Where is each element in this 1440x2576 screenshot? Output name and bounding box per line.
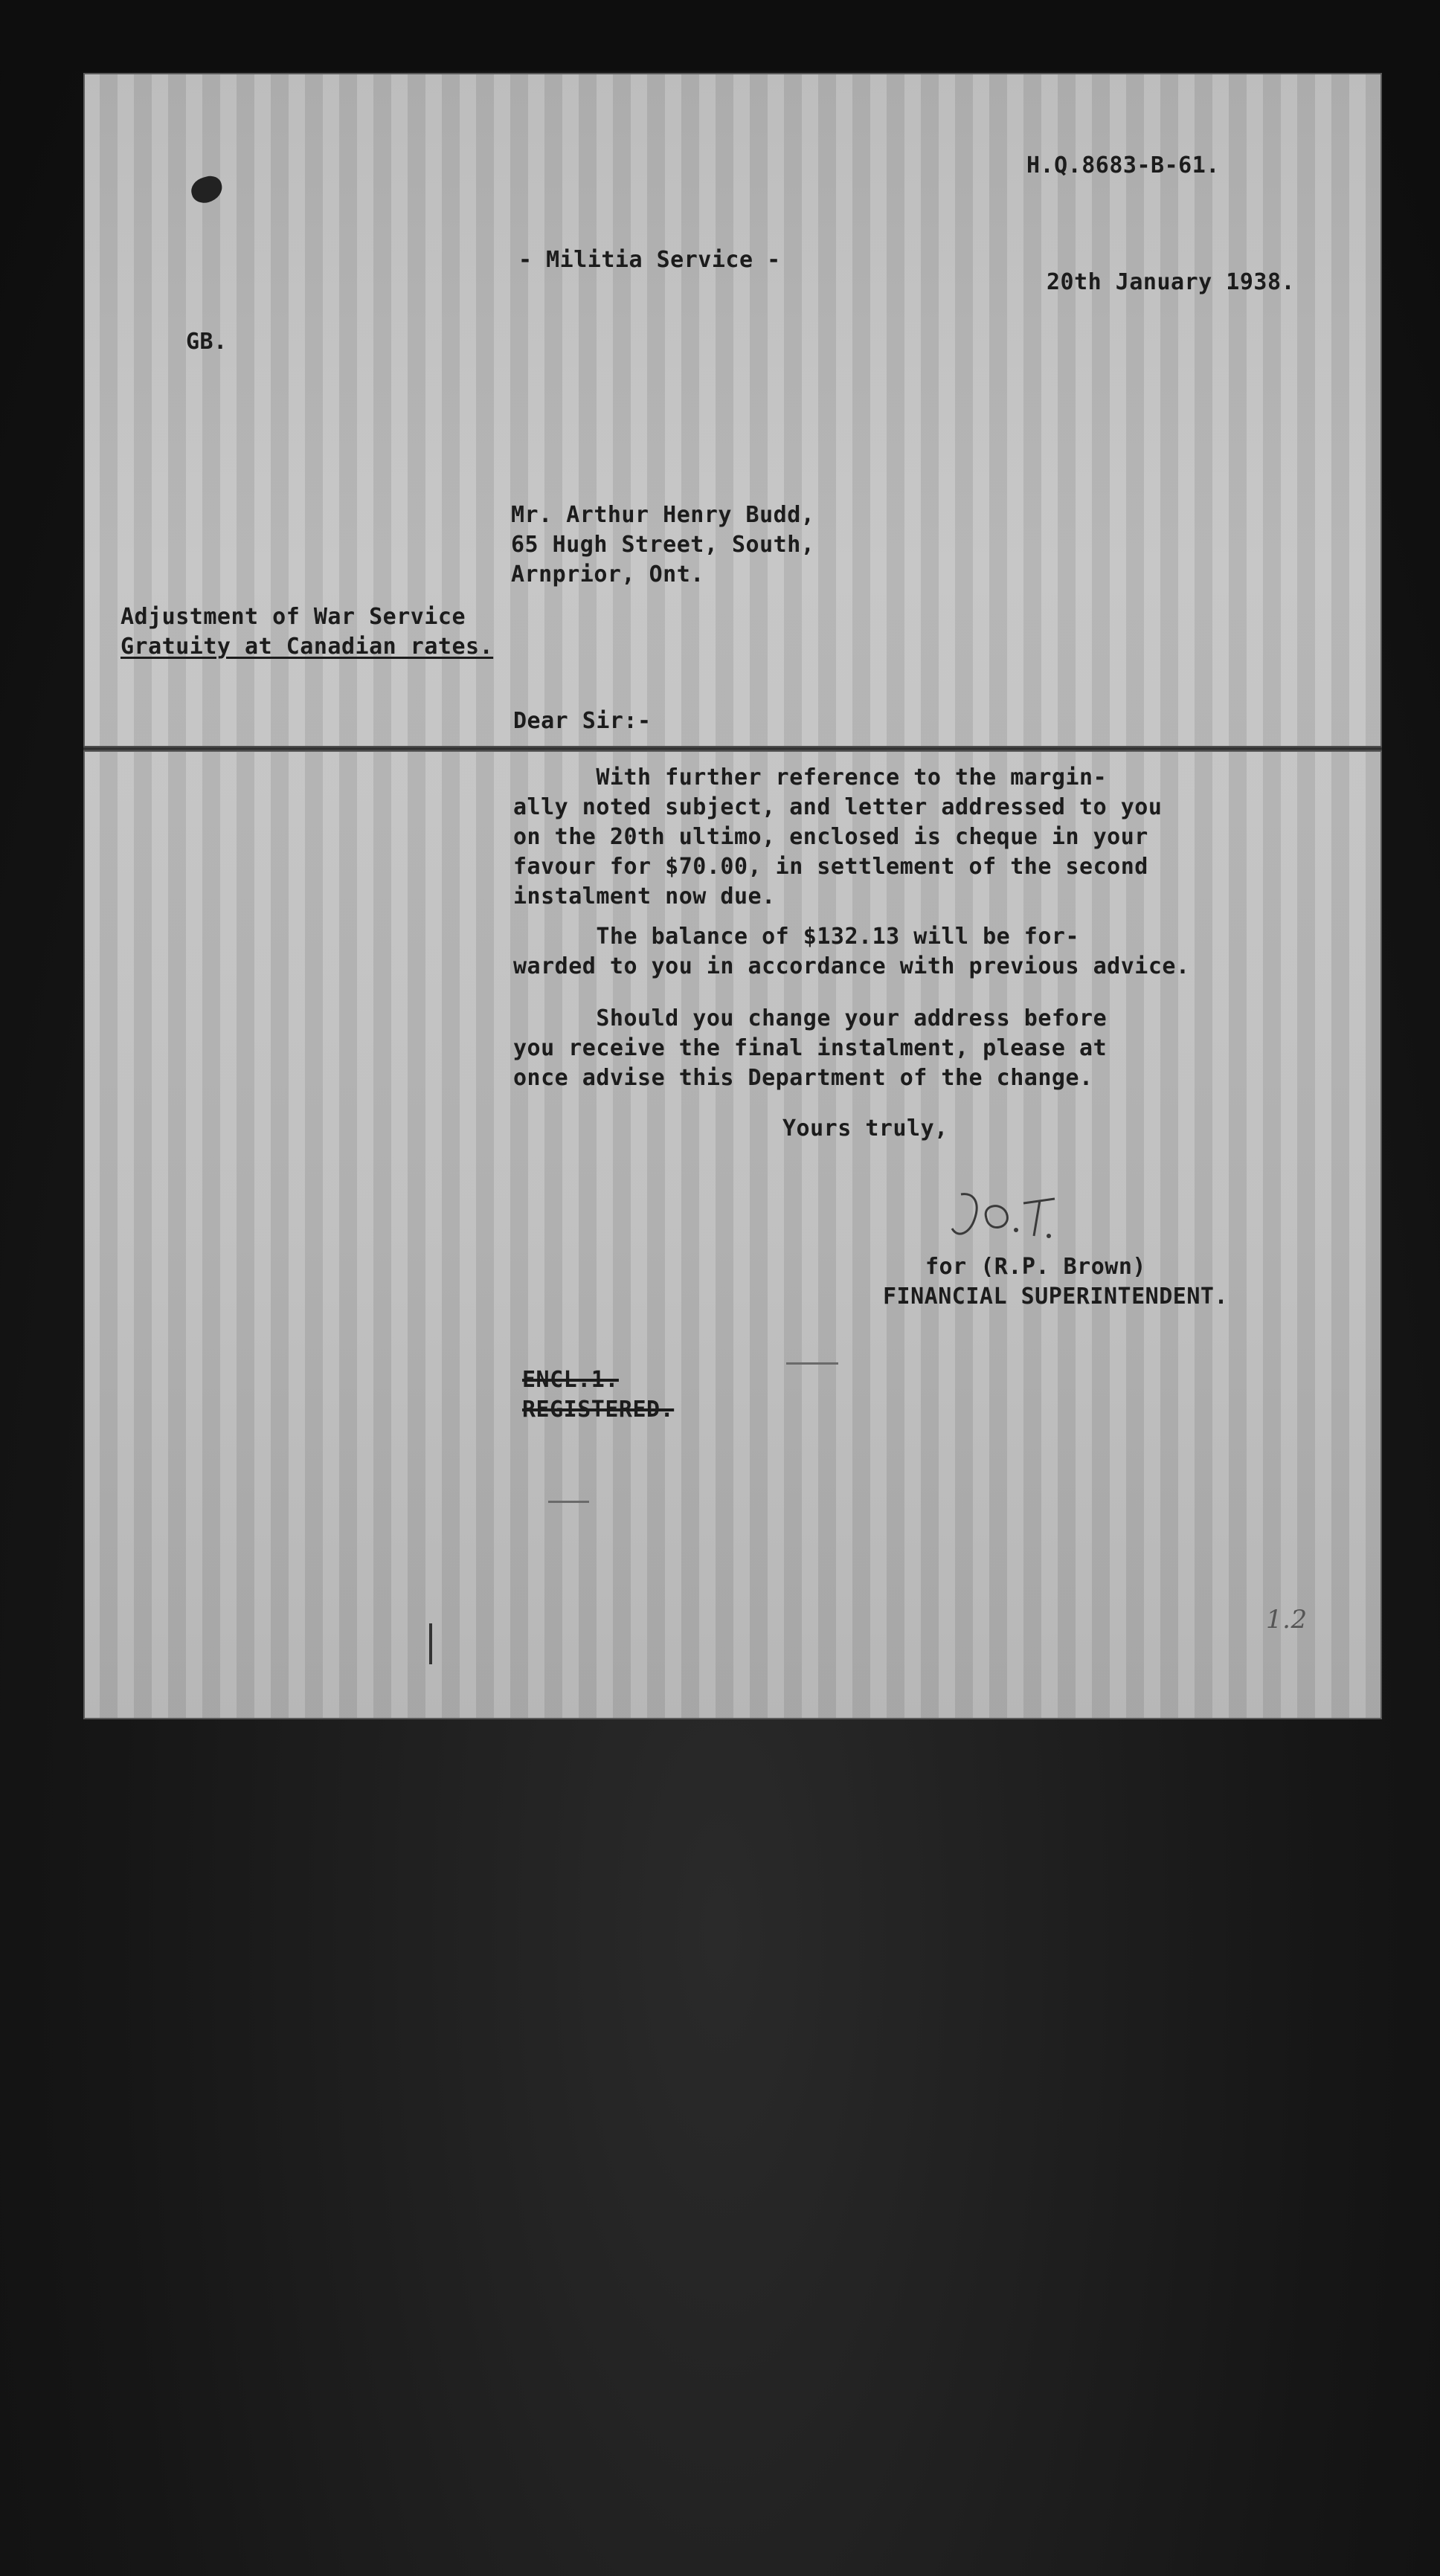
service-heading: - Militia Service - [518, 247, 781, 273]
body-line: instalment now due. [513, 883, 776, 909]
file-number: H.Q.8683-B-61. [1026, 152, 1220, 178]
body-line: With further reference to the margin- [513, 764, 1108, 790]
enclosure-line-1: ENCL.1. [522, 1367, 619, 1393]
subject-line-2: Gratuity at Canadian rates. [120, 634, 494, 660]
letter-date: 20th January 1938. [1047, 269, 1296, 295]
scan-border [0, 0, 1440, 71]
salutation: Dear Sir:- [513, 708, 652, 734]
body-line: Should you change your address before [513, 1005, 1108, 1031]
recipient-line-1: Mr. Arthur Henry Budd, [511, 502, 815, 528]
enclosure-line-2: REGISTERED. [522, 1397, 675, 1423]
stray-mark [786, 1362, 838, 1365]
signatory-title: FINANCIAL SUPERINTENDENT. [883, 1284, 1229, 1310]
fold-line [83, 746, 1382, 752]
signatory-name: for (R.P. Brown) [925, 1254, 1146, 1280]
body-line: The balance of $132.13 will be for- [513, 924, 1080, 950]
closing: Yours truly, [782, 1115, 948, 1142]
margin-note-text: 1.2 [1266, 1605, 1308, 1635]
signature-icon [945, 1173, 1093, 1255]
handwritten-initials [945, 1173, 1093, 1259]
typist-initials: GB. [186, 329, 228, 355]
body-line: on the 20th ultimo, enclosed is cheque in your [513, 824, 1148, 850]
margin-note [1266, 1605, 1308, 1635]
body-line: you receive the final instalment, please at [513, 1035, 1108, 1061]
pencil-mark [429, 1623, 432, 1664]
body-line: favour for $70.00, in settlement of the second [513, 854, 1148, 880]
recipient-line-3: Arnprior, Ont. [511, 561, 704, 587]
ink-blot [188, 173, 225, 206]
subject-line-1: Adjustment of War Service [120, 604, 466, 630]
body-line: once advise this Department of the change. [513, 1065, 1093, 1091]
recipient-line-2: 65 Hugh Street, South, [511, 532, 815, 558]
stray-mark [548, 1501, 589, 1503]
letter-sheet [83, 73, 1382, 1719]
signature-initials-text [1093, 1173, 1094, 1174]
body-line: warded to you in accordance with previous advice. [513, 953, 1190, 979]
body-line: ally noted subject, and letter addressed to you [513, 794, 1163, 820]
